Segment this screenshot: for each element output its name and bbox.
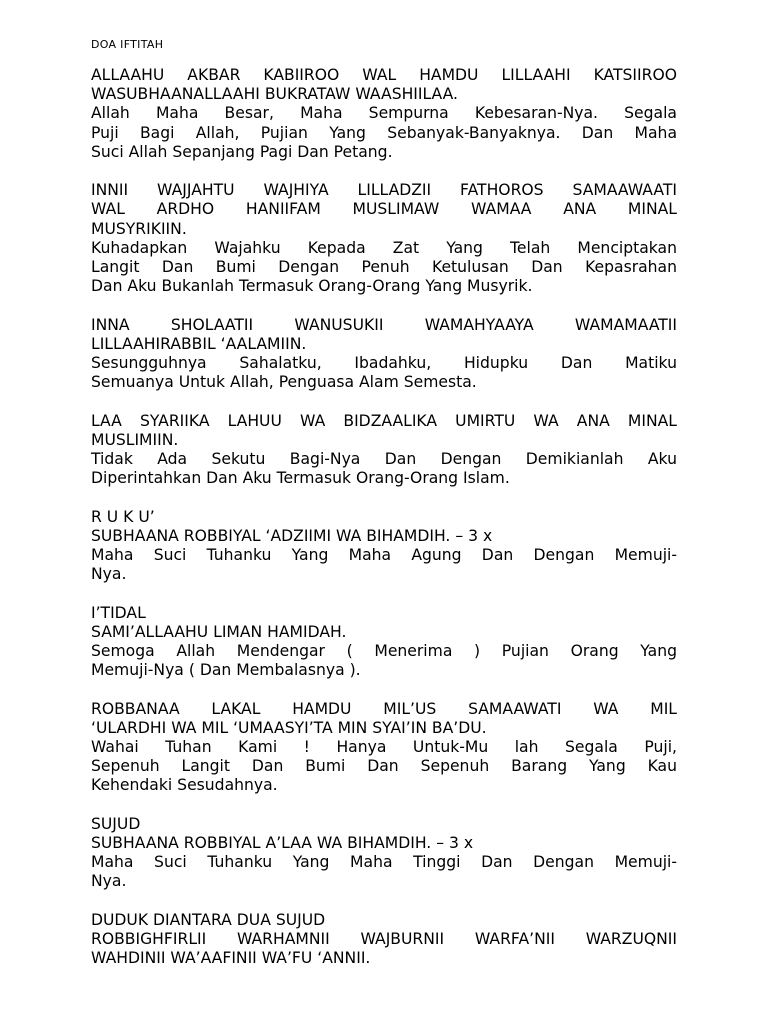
text-line: SAMI’ALLAAHU LIMAN HAMIDAH. <box>91 622 347 641</box>
text-line: WAL ARDHO HANIIFAM MUSLIMAW WAMAA ANA MINAL <box>91 200 677 219</box>
prayer-section <box>91 815 677 892</box>
text-line: Nya. <box>91 872 127 891</box>
text-line: INNA SHOLAATII WANUSUKII WAMAHYAAYA WAMAMAATII <box>91 315 677 334</box>
text-line: Dan Aku Bukanlah Termasuk Orang-Orang Yang Musyrik. <box>91 277 533 296</box>
text-line: SUJUD <box>91 814 141 833</box>
text-line: LILLAAHIRABBIL ‘AALAMIIN. <box>91 334 307 353</box>
text-line: LAA SYARIIKA LAHUU WA BIDZAALIKA UMIRTU WA ANA MINAL <box>91 411 677 430</box>
text-line: Semoga Allah Mendengar ( Menerima ) Pujian Orang Yang <box>91 642 677 661</box>
text-line: ALLAAHU AKBAR KABIIROO WAL HAMDU LILLAAHI KATSIIROO <box>91 66 677 84</box>
text-line: R U K U’ <box>91 507 155 526</box>
text-line: Tidak Ada Sekutu Bagi-Nya Dan Dengan Demikianlah Aku <box>91 450 677 469</box>
text-line: Wahai Tuhan Kami ! Hanya Untuk-Mu lah Segala Puji, <box>91 738 677 757</box>
document-header: DOA IFTITAH <box>91 38 164 51</box>
text-line: I’TIDAL <box>91 603 146 622</box>
prayer-section <box>91 412 677 489</box>
text-line: WAHDINII WA’AAFINII WA’FU ‘ANNII. <box>91 949 371 968</box>
text-line: Semuanya Untuk Allah, Penguasa Alam Semesta. <box>91 373 477 392</box>
text-line: Memuji-Nya ( Dan Membalasnya ). <box>91 661 361 680</box>
text-line: Sesungguhnya Sahalatku, Ibadahku, Hidupku Dan Matiku <box>91 354 677 373</box>
text-line: WASUBHAANALLAAHI BUKRATAW WAASHIILAA. <box>91 85 459 104</box>
text-line: SUBHAANA ROBBIYAL A’LAA WA BIHAMDIH. – 3 x <box>91 834 474 853</box>
prayer-section <box>91 316 677 393</box>
prayer-section <box>91 508 677 585</box>
text-line: MUSLIMIIN. <box>91 430 179 449</box>
text-line: Allah Maha Besar, Maha Sempurna Kebesaran-Nya. Segala <box>91 104 677 123</box>
text-line: ‘ULARDHI WA MIL ‘UMAASYI’TA MIN SYAI’IN BA’DU. <box>91 718 487 737</box>
prayer-section <box>91 66 677 162</box>
prayer-section <box>91 181 677 296</box>
document-body <box>91 66 677 988</box>
text-line: SUBHAANA ROBBIYAL ‘ADZIIMI WA BIHAMDIH. – 3 x <box>91 526 493 545</box>
prayer-section <box>91 911 677 969</box>
text-line: Maha Suci Tuhanku Yang Maha Tinggi Dan Dengan Memuji- <box>91 853 677 872</box>
text-line: INNII WAJJAHTU WAJHIYA LILLADZII FATHOROS SAMAAWAATI <box>91 181 677 200</box>
text-line: Kuhadapkan Wajahku Kepada Zat Yang Telah Menciptakan <box>91 238 677 257</box>
prayer-section <box>91 700 677 796</box>
text-line: Kehendaki Sesudahnya. <box>91 776 278 795</box>
text-line: DUDUK DIANTARA DUA SUJUD <box>91 910 326 929</box>
text-line: ROBBANAA LAKAL HAMDU MIL’US SAMAAWATI WA MIL <box>91 699 677 718</box>
text-line: Puji Bagi Allah, Pujian Yang Sebanyak-Banyaknya. Dan Maha <box>91 123 677 142</box>
text-line: ROBBIGHFIRLII WARHAMNII WAJBURNII WARFA’NII WARZUQNII <box>91 930 677 949</box>
text-line: Langit Dan Bumi Dengan Penuh Ketulusan Dan Kepasrahan <box>91 258 677 277</box>
text-line: MUSYRIKIIN. <box>91 219 187 238</box>
text-line: Suci Allah Sepanjang Pagi Dan Petang. <box>91 142 393 161</box>
prayer-section <box>91 604 677 681</box>
text-line: Nya. <box>91 565 127 584</box>
text-line: Sepenuh Langit Dan Bumi Dan Sepenuh Barang Yang Kau <box>91 757 677 776</box>
text-line: Diperintahkan Dan Aku Termasuk Orang-Orang Islam. <box>91 469 510 488</box>
text-line: Maha Suci Tuhanku Yang Maha Agung Dan Dengan Memuji- <box>91 546 677 565</box>
